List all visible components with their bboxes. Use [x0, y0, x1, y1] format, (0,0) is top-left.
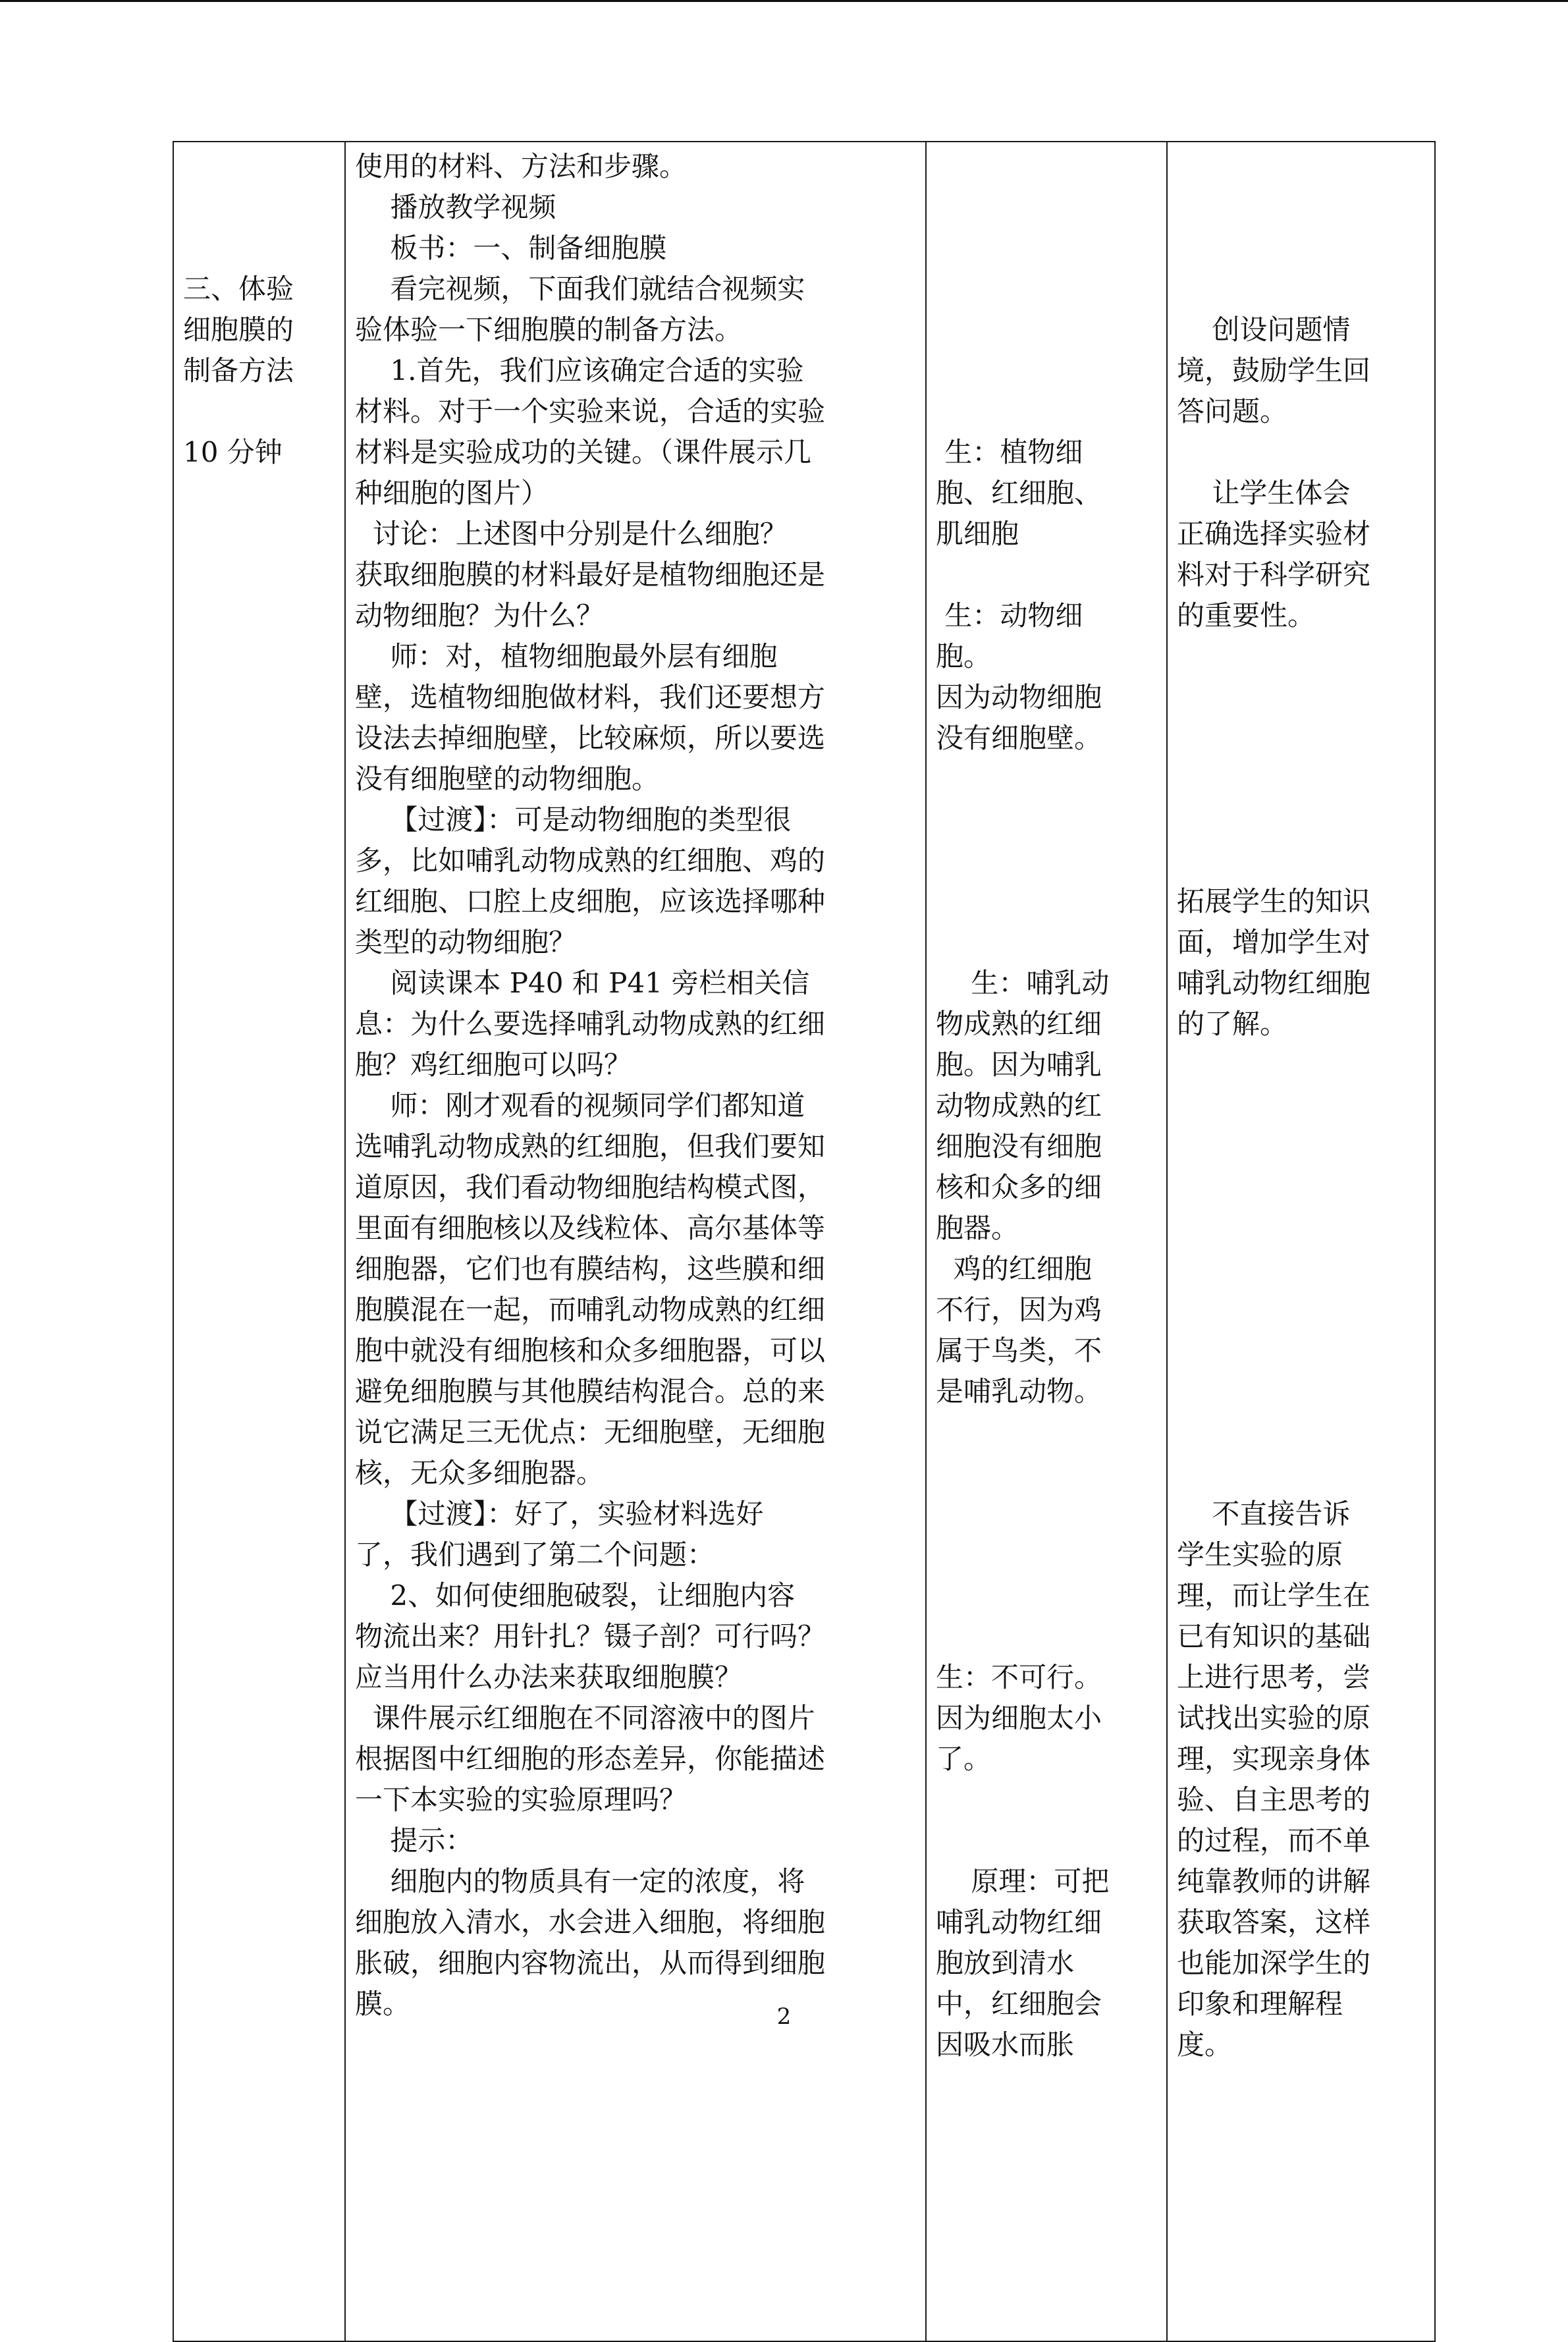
teacher-text-line: 多，比如哺乳动物成熟的红细胞、鸡的 — [355, 844, 826, 877]
student-text-line — [936, 391, 1157, 432]
intent-text-line — [1177, 228, 1425, 269]
student-text-line: 因为细胞太小 — [936, 1702, 1102, 1734]
teacher-text-line: 物流出来？用针扎？镊子剖？可行吗？ — [355, 1620, 826, 1652]
student-text-line — [936, 922, 1157, 963]
student-text-line: 哺乳动物红细 — [936, 1906, 1102, 1938]
teacher-text-line: 1.首先，我们应该确定合适的实验 — [355, 354, 804, 387]
intent-text-line — [1177, 1045, 1425, 1085]
intent-text-line: 拓展学生的知识 — [1177, 885, 1371, 917]
intent-text-line: 的重要性。 — [1177, 599, 1316, 632]
intent-text-line: 境，鼓励学生回 — [1177, 354, 1371, 387]
student-text-line: 动物成熟的红 — [936, 1089, 1102, 1122]
teacher-text-line: 道原因，我们看动物细胞结构模式图， — [355, 1171, 826, 1203]
student-text-line: 了。 — [936, 1743, 992, 1775]
student-text-line — [936, 146, 1157, 187]
student-text-line — [936, 350, 1157, 391]
intent-text-line — [1177, 718, 1425, 759]
top-border-line — [0, 0, 1568, 2]
student-text-line — [936, 1616, 1157, 1657]
stage-text-line — [183, 146, 335, 187]
teacher-text-line: 阅读课本 P40 和 P41 旁栏相关信 — [355, 967, 810, 999]
teacher-text-line: 应当用什么办法来获取细胞膜？ — [355, 1661, 743, 1693]
student-text-line: 胞放到清水 — [936, 1947, 1075, 1979]
student-text-line: 属于鸟类，不 — [936, 1334, 1102, 1367]
intent-text-line: 上进行思考，尝 — [1177, 1661, 1371, 1693]
teacher-text-line: 一下本实验的实验原理吗？ — [355, 1784, 688, 1816]
teacher-text-line: 了，我们遇到了第二个问题： — [355, 1539, 715, 1571]
student-text-line: 生：植物细 — [936, 436, 1083, 468]
teacher-text-line: 师：对，植物细胞最外层有细胞 — [355, 640, 778, 672]
student-text-line: 物成熟的红细 — [936, 1008, 1102, 1040]
student-text-line — [936, 1412, 1157, 1453]
student-text-line: 生：不可行。 — [936, 1661, 1102, 1693]
intent-text-line: 的过程，而不单 — [1177, 1824, 1371, 1857]
intent-text-line — [1177, 432, 1425, 473]
student-text-line — [936, 269, 1157, 310]
teacher-text-line: 播放教学视频 — [355, 191, 556, 223]
teacher-text-line: 动物细胞？为什么？ — [355, 599, 605, 632]
intent-text-line — [1177, 677, 1425, 718]
intent-text-line — [1177, 1126, 1425, 1167]
teacher-text-line: 提示： — [355, 1824, 473, 1857]
teacher-text-line: 材料。对于一个实验来说，合适的实验 — [355, 395, 826, 427]
intent-text-line — [1177, 800, 1425, 840]
intent-text-line — [1177, 1290, 1425, 1330]
intent-text-line: 的了解。 — [1177, 1008, 1288, 1040]
student-text-line — [936, 228, 1157, 269]
intent-text-line — [1177, 759, 1425, 800]
teacher-text-line: 没有细胞壁的动物细胞。 — [355, 763, 660, 795]
stage-text-line — [183, 391, 335, 432]
teacher-text-line: 类型的动物细胞？ — [355, 926, 577, 958]
intent-text-line — [1177, 1412, 1425, 1453]
teacher-text-line: 设法去掉细胞壁，比较麻烦，所以要选 — [355, 722, 826, 754]
intent-text-line — [1177, 840, 1425, 881]
stage-text-line: 三、体验 — [183, 273, 294, 305]
teacher-text-line: 细胞放入清水，水会进入细胞，将细胞 — [355, 1906, 826, 1938]
student-text-line: 生：动物细 — [936, 599, 1083, 632]
teacher-text-line: 使用的材料、方法和步骤。 — [355, 150, 688, 182]
teacher-text-line: 课件展示红细胞在不同溶液中的图片 — [355, 1702, 815, 1734]
teacher-text-line: 壁，选植物细胞做材料，我们还要想方 — [355, 681, 826, 713]
student-text-line: 细胞没有细胞 — [936, 1130, 1102, 1162]
student-text-line: 胞。因为哺乳 — [936, 1048, 1102, 1081]
intent-text-line — [1177, 1208, 1425, 1249]
student-text-line — [936, 310, 1157, 350]
teacher-text-line: 胞膜混在一起，而哺乳动物成熟的红细 — [355, 1294, 826, 1326]
student-text-line — [936, 1453, 1157, 1494]
teacher-text-line: 【过渡】：好了，实验材料选好 — [355, 1498, 764, 1530]
intent-text-line — [1177, 1371, 1425, 1412]
teacher-text-line: 根据图中红细胞的形态差异，你能描述 — [355, 1743, 826, 1775]
student-text-line: 没有细胞壁。 — [936, 722, 1102, 754]
student-text-line: 生：哺乳动 — [936, 967, 1110, 999]
intent-text-line: 已有知识的基础 — [1177, 1620, 1371, 1652]
student-text-line: 因为动物细胞 — [936, 681, 1102, 713]
teacher-text-line: 细胞内的物质具有一定的浓度，将 — [355, 1865, 805, 1897]
intent-text-line: 正确选择实验材 — [1177, 518, 1371, 550]
intent-text-line — [1177, 1085, 1425, 1126]
student-text-line — [936, 840, 1157, 881]
teacher-text-line: 说它满足三无优点：无细胞壁，无细胞 — [355, 1416, 826, 1448]
student-text-line — [936, 1820, 1157, 1861]
teacher-text-line: 讨论：上述图中分别是什么细胞？ — [355, 518, 788, 550]
teacher-text-line: 避免细胞膜与其他膜结构混合。总的来 — [355, 1375, 826, 1407]
student-text-line — [936, 1535, 1157, 1575]
teacher-text-line: 材料是实验成功的关键。（课件展示几 — [355, 436, 812, 468]
teacher-text-line: 膜。 — [355, 1988, 411, 2020]
intent-text-line: 不直接告诉 — [1177, 1498, 1351, 1530]
teacher-text-line: 息：为什么要选择哺乳动物成熟的红细 — [355, 1008, 826, 1040]
intent-text-line: 试找出实验的原 — [1177, 1702, 1371, 1734]
student-text-line — [936, 1575, 1157, 1616]
intent-text-line — [1177, 1167, 1425, 1208]
intent-text-line — [1177, 1249, 1425, 1290]
intent-text-line: 度。 — [1177, 2029, 1233, 2061]
stage-text-line: 制备方法 — [183, 354, 294, 387]
intent-text-line — [1177, 187, 1425, 228]
teacher-text-line: 核，无众多细胞器。 — [355, 1457, 605, 1489]
teacher-text-line: 【过渡】：可是动物细胞的类型很 — [355, 803, 792, 836]
intent-text-line: 印象和理解程 — [1177, 1988, 1343, 2020]
intent-text-line: 学生实验的原 — [1177, 1539, 1343, 1571]
intent-text-line: 验、自主思考的 — [1177, 1784, 1371, 1816]
student-text-line: 肌细胞 — [936, 518, 1019, 550]
student-text-line: 原理：可把 — [936, 1865, 1110, 1897]
student-text-line: 因吸水而胀 — [936, 2029, 1075, 2061]
page-number: 2 — [776, 2003, 792, 2030]
student-text-line — [936, 1780, 1157, 1820]
student-text-line — [936, 800, 1157, 840]
student-text-line — [936, 759, 1157, 800]
student-text-line — [936, 1494, 1157, 1535]
teacher-text-line: 2、如何使细胞破裂，让细胞内容 — [355, 1579, 796, 1612]
teacher-text-line: 板书：一、制备细胞膜 — [355, 232, 667, 264]
teacher-text-line: 看完视频，下面我们就结合视频实 — [355, 273, 805, 305]
student-text-line: 胞、红细胞、 — [936, 477, 1102, 509]
stage-text-line: 细胞膜的 — [183, 313, 294, 346]
student-text-line: 是哺乳动物。 — [936, 1375, 1102, 1407]
teacher-text-line: 师：刚才观看的视频同学们都知道 — [355, 1089, 805, 1122]
teacher-text-line: 胞中就没有细胞核和众多细胞器，可以 — [355, 1334, 826, 1367]
student-text-line: 不行，因为鸡 — [936, 1294, 1102, 1326]
teacher-text-line: 细胞器，它们也有膜结构，这些膜和细 — [355, 1253, 826, 1285]
student-text-line — [936, 881, 1157, 922]
student-text-line — [936, 555, 1157, 595]
student-text-line: 核和众多的细 — [936, 1171, 1102, 1203]
teacher-text-line: 红细胞、口腔上皮细胞，应该选择哪种 — [355, 885, 826, 917]
teacher-text-line: 验体验一下细胞膜的制备方法。 — [355, 313, 743, 346]
intent-text-line — [1177, 1453, 1425, 1494]
stage-text-line — [183, 228, 335, 269]
intent-text-line: 答问题。 — [1177, 395, 1288, 427]
teacher-text-line: 种细胞的图片） — [355, 477, 549, 509]
intent-text-line: 也能加深学生的 — [1177, 1947, 1371, 1979]
stage-text-line — [183, 187, 335, 228]
teacher-text-line: 胞？鸡红细胞可以吗？ — [355, 1048, 632, 1081]
intent-text-line: 创设问题情 — [1177, 313, 1351, 346]
student-text-line — [936, 187, 1157, 228]
student-text-line: 鸡的红细胞 — [936, 1253, 1092, 1285]
intent-text-line: 料对于科学研究 — [1177, 558, 1371, 591]
intent-text-line — [1177, 146, 1425, 187]
intent-text-line — [1177, 636, 1425, 677]
intent-text-line — [1177, 269, 1425, 310]
intent-text-line: 哺乳动物红细胞 — [1177, 967, 1371, 999]
stage-text-line: 10 分钟 — [183, 436, 283, 468]
student-text-line: 胞。 — [936, 640, 992, 672]
student-text-line: 中，红细胞会 — [936, 1988, 1102, 2020]
intent-text-line: 理，而让学生在 — [1177, 1579, 1371, 1612]
teacher-text-line: 胀破，细胞内容物流出，从而得到细胞 — [355, 1947, 826, 1979]
intent-text-line: 让学生体会 — [1177, 477, 1351, 509]
teacher-text-line: 获取细胞膜的材料最好是植物细胞还是 — [355, 558, 826, 591]
intent-text-line: 纯靠教师的讲解 — [1177, 1865, 1371, 1897]
teacher-text-line: 选哺乳动物成熟的红细胞，但我们要知 — [355, 1130, 826, 1162]
intent-text-line — [1177, 1330, 1425, 1371]
student-text-line: 胞器。 — [936, 1212, 1019, 1244]
intent-text-line: 获取答案，这样 — [1177, 1906, 1371, 1938]
teacher-text-line: 里面有细胞核以及线粒体、高尔基体等 — [355, 1212, 826, 1244]
intent-text-line: 理，实现亲身体 — [1177, 1743, 1371, 1775]
intent-text-line: 面，增加学生对 — [1177, 926, 1371, 958]
